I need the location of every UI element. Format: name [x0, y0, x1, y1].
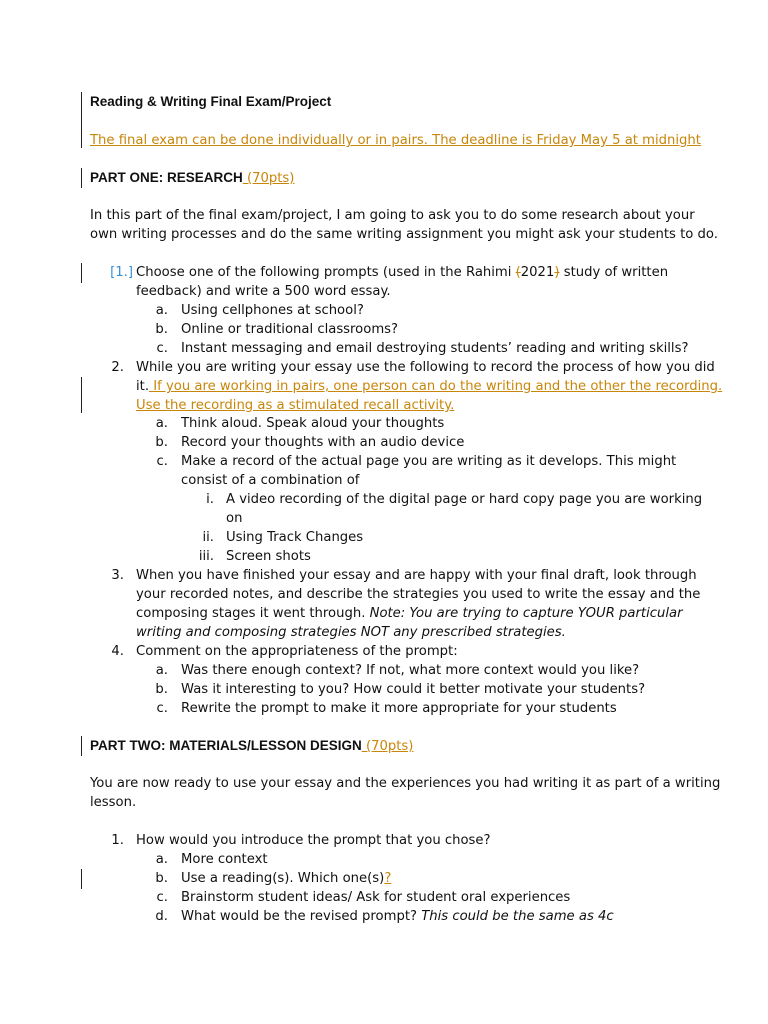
sub-list-item: More context: [181, 852, 268, 867]
roman-list-item: Screen shots: [226, 549, 311, 564]
part-one-intro-line: In this part of the final exam/project, I am going to ask you to do some research about your: [90, 208, 695, 223]
list-marker: a.: [155, 663, 168, 678]
list-item: When you have finished your essay and are happy with your final draft, look through: [136, 568, 697, 583]
list-item-continuation: your recorded notes, and describe the strategies you used to write the essay and the: [136, 587, 701, 602]
italic-note: writing and composing strategies NOT any prescribed strategies.: [136, 625, 566, 640]
list-item: [136, 263, 668, 282]
list-marker: c.: [156, 454, 168, 469]
deleted-text: ): [554, 265, 560, 280]
sub-list-item: Using cellphones at school?: [181, 303, 364, 318]
list-item-continuation: feedback) and write a 500 word essay.: [136, 284, 391, 299]
list-marker: b.: [155, 322, 168, 337]
part-two-intro-line: You are now ready to use your essay and the experiences you had writing it as part of a writing: [90, 776, 721, 791]
change-bar: [81, 869, 82, 889]
part-one-points: (70pts): [242, 171, 295, 186]
sub-list-item: Instant messaging and email destroying students’ reading and writing skills?: [181, 341, 689, 356]
list-marker: b.: [155, 871, 168, 886]
change-bar: [81, 377, 82, 413]
list-marker: 1.: [111, 833, 124, 848]
italic-note: This could be the same as 4c: [421, 909, 614, 924]
roman-list-item: A video recording of the digital page or hard copy page you are working: [226, 492, 703, 507]
part-two-intro-line: lesson.: [90, 795, 137, 810]
part-two-heading: [90, 736, 413, 756]
document-title: Reading & Writing Final Exam/Project: [90, 94, 332, 109]
list-marker: a.: [155, 852, 168, 867]
list-marker: ii.: [202, 530, 214, 545]
list-marker: c.: [156, 890, 168, 905]
sub-list-item: Was it interesting to you? How could it better motivate your students?: [181, 682, 646, 697]
list-item-continuation: [136, 604, 683, 623]
sub-list-item: [181, 907, 614, 926]
part-one-heading: [90, 168, 294, 188]
sub-list-item: Rewrite the prompt to make it more appropriate for your students: [181, 701, 617, 716]
list-item: Comment on the appropriateness of the prompt:: [136, 644, 458, 659]
list-item: While you are writing your essay use the following to record the process of how you did: [136, 360, 715, 375]
list-marker: a.: [155, 416, 168, 431]
roman-list-item-continuation: on: [226, 511, 243, 526]
sub-list-item: Make a record of the actual page you are writing as it develops. This might: [181, 454, 677, 469]
item-text: study of written: [559, 265, 669, 280]
sub-list-item: [181, 869, 391, 888]
list-marker: 2.: [111, 360, 124, 375]
change-bar: [81, 736, 82, 756]
sub-list-item: Brainstorm student ideas/ Ask for student oral experiences: [181, 890, 571, 905]
item-text: Choose one of the following prompts (used in the Rahimi: [136, 265, 516, 280]
deadline-notice: The final exam can be done individually or in pairs. The deadline is Friday May 5 at midnight: [90, 133, 701, 148]
deleted-text: (: [515, 265, 521, 280]
list-marker: b.: [155, 682, 168, 697]
sub-list-item: Record your thoughts with an audio device: [181, 435, 465, 450]
item-text: Use a reading(s). Which one(s): [181, 871, 385, 886]
sub-list-item-continuation: consist of a combination of: [181, 473, 360, 488]
part-two-title: PART TWO: MATERIALS/LESSON DESIGN: [90, 738, 362, 753]
list-item-continuation: [136, 377, 722, 396]
list-marker: i.: [206, 492, 214, 507]
list-marker: c.: [156, 701, 168, 716]
list-marker: a.: [155, 303, 168, 318]
inserted-text: ?: [384, 871, 392, 886]
part-one-title: PART ONE: RESEARCH: [90, 170, 243, 185]
inserted-text: If you are working in pairs, one person can do the writing and the other the recording.: [149, 379, 723, 394]
italic-note: Note: You are trying to capture YOUR particular: [369, 606, 683, 621]
item-text: it.: [136, 379, 150, 394]
list-marker: d.: [155, 909, 168, 924]
list-marker: 4.: [111, 644, 124, 659]
change-bar: [81, 168, 82, 188]
list-marker: iii.: [198, 549, 214, 564]
list-marker: c.: [156, 341, 168, 356]
part-two-points: (70pts): [361, 739, 414, 754]
item-text: 2021: [520, 265, 555, 280]
roman-list-item: Using Track Changes: [226, 530, 364, 545]
sub-list-item: Was there enough context? If not, what more context would you like?: [181, 663, 640, 678]
change-bar: [81, 263, 82, 283]
comment-marker[interactable]: [1.]: [110, 265, 133, 280]
item-text: composing stages it went through.: [136, 606, 370, 621]
item-text: What would be the revised prompt?: [181, 909, 422, 924]
part-one-intro-line: own writing processes and do the same writing assignment you might ask your students to do.: [90, 227, 718, 242]
sub-list-item: Online or traditional classrooms?: [181, 322, 399, 337]
inserted-text: Use the recording as a stimulated recall activity.: [136, 398, 455, 413]
list-marker: b.: [155, 435, 168, 450]
sub-list-item: Think aloud. Speak aloud your thoughts: [181, 416, 445, 431]
list-marker: 3.: [111, 568, 124, 583]
list-item: How would you introduce the prompt that you chose?: [136, 833, 491, 848]
change-bar: [81, 92, 82, 148]
